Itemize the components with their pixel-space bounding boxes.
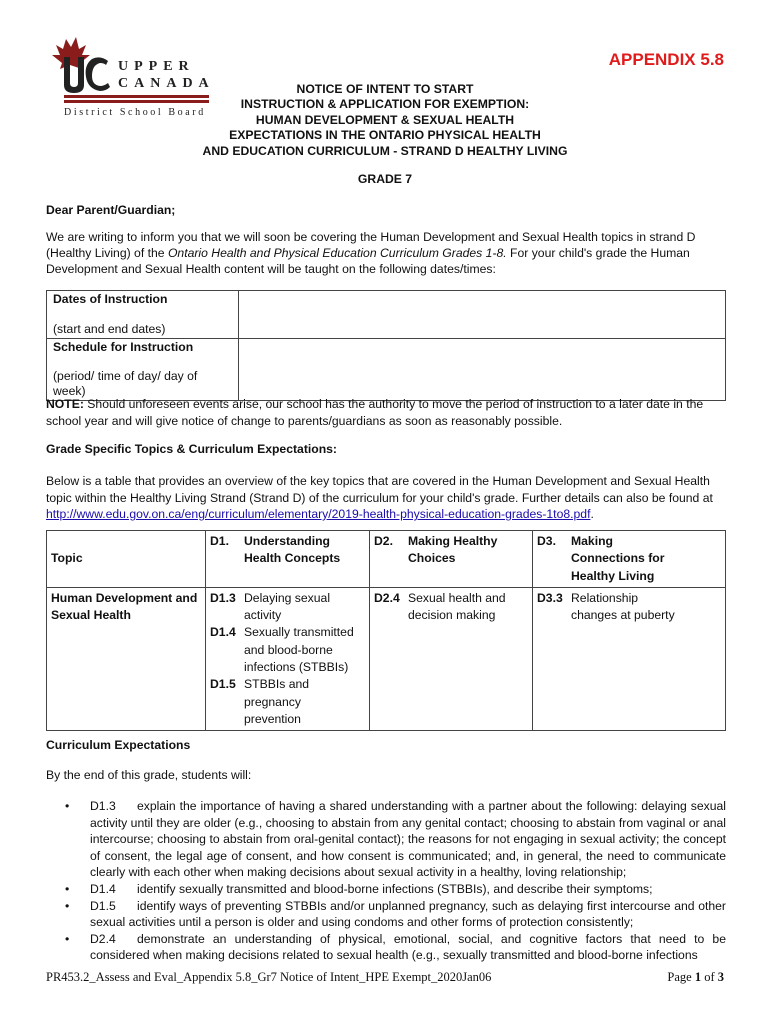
topics-heading: Grade Specific Topics & Curriculum Expectations: bbox=[46, 442, 337, 456]
page-total: 3 bbox=[717, 970, 724, 984]
d3-item-text: Relationship changes at puberty bbox=[571, 590, 675, 623]
schedule-for-instruction-field[interactable] bbox=[239, 339, 726, 401]
expectation-text: identify sexually transmitted and blood-borne infections (STBBIs), and describe their symptoms; bbox=[137, 881, 653, 896]
bullet-icon: • bbox=[65, 898, 70, 913]
note-text: Should unforeseen events arise, our school has the authority to move the period of instruction to a later date in the school year and will give notice of change to parents/guardians as soon as reasonably possible. bbox=[46, 397, 704, 428]
d2-item-text: Sexual health and decision making bbox=[408, 590, 506, 623]
note-paragraph bbox=[46, 396, 726, 429]
curriculum-expectations-heading: Curriculum Expectations bbox=[46, 738, 191, 752]
intro-paragraph bbox=[46, 229, 726, 277]
d1-item-code: D1.5 bbox=[210, 677, 236, 692]
d2-item-code: D2.4 bbox=[374, 590, 400, 605]
expectation-code: D2.4 bbox=[90, 931, 116, 946]
d3-code: D3. bbox=[537, 534, 556, 548]
curriculum-expectations-list bbox=[56, 798, 726, 964]
expectation-code: D1.4 bbox=[90, 881, 116, 896]
expectation-text: explain the importance of having a shared understanding with a partner about the following: delaying sexual activity until they are older (e.g., choosing to abstain from any genital contact; choosing to abstain from vaginal or anal intercourse; choosing to abstain from oral-genital contact); the reasons for not engaging in sexual activity; the concept of consent, the legal age of consent, and how consent is communicated; and, in general, the need to communicate clearly with each other when making decisions about sexual activity in a healthy, loving relationship; bbox=[90, 799, 726, 880]
curriculum-title: Ontario Health and Physical Education Curriculum Grades 1-8. bbox=[167, 246, 507, 260]
topic-table bbox=[46, 530, 726, 731]
dates-row bbox=[47, 291, 726, 339]
page-word: Page bbox=[667, 970, 692, 984]
schedule-for-instruction-label: Schedule for Instruction bbox=[53, 340, 194, 354]
notice-title bbox=[0, 82, 770, 159]
d1-title: Understanding Health Concepts bbox=[244, 534, 341, 566]
overview-end: . bbox=[590, 507, 594, 521]
bullet-icon: • bbox=[65, 799, 70, 813]
notice-line: AND EDUCATION CURRICULUM - STRAND D HEALTHY LIVING bbox=[202, 143, 568, 158]
topic-header-row bbox=[47, 531, 726, 588]
d2-item bbox=[374, 590, 528, 625]
d2-items-cell bbox=[370, 587, 533, 730]
dates-table bbox=[46, 290, 726, 401]
topic-row bbox=[47, 587, 726, 730]
d1-item bbox=[210, 676, 365, 728]
topic-name-cell bbox=[47, 587, 206, 730]
d3-title: Making Connections for Healthy Living bbox=[571, 534, 665, 583]
page-current: 1 bbox=[694, 970, 702, 984]
list-item bbox=[56, 931, 726, 964]
d3-item-code: D3.3 bbox=[537, 590, 563, 605]
d1-item-code: D1.4 bbox=[210, 625, 236, 640]
d1-item bbox=[210, 590, 365, 625]
schedule-label-cell bbox=[47, 339, 239, 401]
d2-title: Making Healthy Choices bbox=[408, 534, 498, 566]
logo-word-upper: UPPER bbox=[118, 59, 195, 74]
curriculum-link[interactable]: http://www.edu.gov.on.ca/eng/curriculum/elementary/2019-health-physical-education-grades-1to8.pdf bbox=[46, 507, 591, 521]
overview-text: Below is a table that provides an overview of the key topics that are covered in the Human Development and Sexual Health topic within the Healthy Living Strand (Strand D) of the curriculum for your child's grade. Further details can also be found at bbox=[46, 474, 713, 505]
notice-line: HUMAN DEVELOPMENT & SEXUAL HEALTH bbox=[255, 112, 515, 127]
curriculum-expectations-intro: By the end of this grade, students will: bbox=[46, 768, 252, 782]
d1-item-code: D1.3 bbox=[210, 590, 236, 605]
bullet-icon: • bbox=[65, 931, 70, 946]
intro-text: For your child's grade the Human Development and Sexual Health content will be taught on the following dates/times: bbox=[46, 246, 690, 276]
topic-name: Human Development and Sexual Health bbox=[51, 590, 198, 623]
of-word: of bbox=[704, 970, 715, 984]
greeting: Dear Parent/Guardian; bbox=[46, 203, 176, 217]
footer-page-number bbox=[667, 970, 724, 985]
schedule-row bbox=[47, 339, 726, 401]
topic-header: Topic bbox=[51, 551, 83, 566]
d1-item-text: STBBIs and pregnancy prevention bbox=[244, 677, 310, 726]
logo-subtitle: District School Board bbox=[64, 107, 206, 118]
grade-heading: GRADE 7 bbox=[357, 172, 413, 186]
d1-item-text: Delaying sexual activity bbox=[244, 590, 331, 623]
dates-of-instruction-field[interactable] bbox=[239, 291, 726, 339]
notice-line: INSTRUCTION & APPLICATION FOR EXEMPTION: bbox=[240, 97, 530, 112]
dates-of-instruction-label: Dates of Instruction bbox=[53, 292, 168, 306]
d1-code: D1. bbox=[210, 534, 229, 548]
dates-of-instruction-hint: (start and end dates) bbox=[53, 322, 166, 336]
expectation-code: D1.3 bbox=[90, 799, 116, 813]
list-item bbox=[56, 881, 726, 898]
bullet-icon: • bbox=[65, 881, 70, 896]
d1-item bbox=[210, 624, 365, 676]
logo-word-canada: CANADA bbox=[118, 76, 215, 91]
d3-header-cell bbox=[533, 531, 726, 588]
list-item bbox=[56, 898, 726, 931]
list-item bbox=[56, 798, 726, 881]
notice-line: NOTICE OF INTENT TO START bbox=[296, 82, 474, 96]
intro-text: We are writing to inform you that we will soon be covering the Human Development and Sexual Health topics in strand D (Healthy Living) of the bbox=[46, 230, 696, 260]
d2-header-cell bbox=[370, 531, 533, 588]
expectation-code: D1.5 bbox=[90, 898, 116, 913]
dates-label-cell bbox=[47, 291, 239, 339]
expectation-text: identify ways of preventing STBBIs and/or unplanned pregnancy, such as delaying first intercourse and other sexual activities until a person is older and using condoms and other forms of protection consistently; bbox=[90, 898, 726, 930]
note-label: NOTE: bbox=[46, 397, 84, 411]
d2-code: D2. bbox=[374, 534, 393, 548]
d1-item-text: Sexually transmitted and blood-borne infections (STBBIs) bbox=[244, 625, 354, 675]
topic-header-cell bbox=[47, 531, 206, 588]
notice-line: EXPECTATIONS IN THE ONTARIO PHYSICAL HEALTH bbox=[229, 128, 541, 143]
appendix-label: APPENDIX 5.8 bbox=[608, 50, 724, 69]
overview-paragraph bbox=[46, 473, 726, 523]
footer-document-id: PR453.2_Assess and Eval_Appendix 5.8_Gr7 Notice of Intent_HPE Exempt_2020Jan06 bbox=[46, 970, 492, 984]
d3-items-cell bbox=[533, 587, 726, 730]
d3-item bbox=[537, 590, 721, 625]
d1-header-cell bbox=[206, 531, 370, 588]
schedule-for-instruction-hint: (period/ time of day/ day of week) bbox=[53, 369, 198, 398]
d1-items-cell bbox=[206, 587, 370, 730]
expectation-text: demonstrate an understanding of physical, emotional, social, and cognitive factors that need to be considered when making decisions related to sexual health (e.g., sexually transmitted and blood-borne infections bbox=[90, 931, 726, 963]
